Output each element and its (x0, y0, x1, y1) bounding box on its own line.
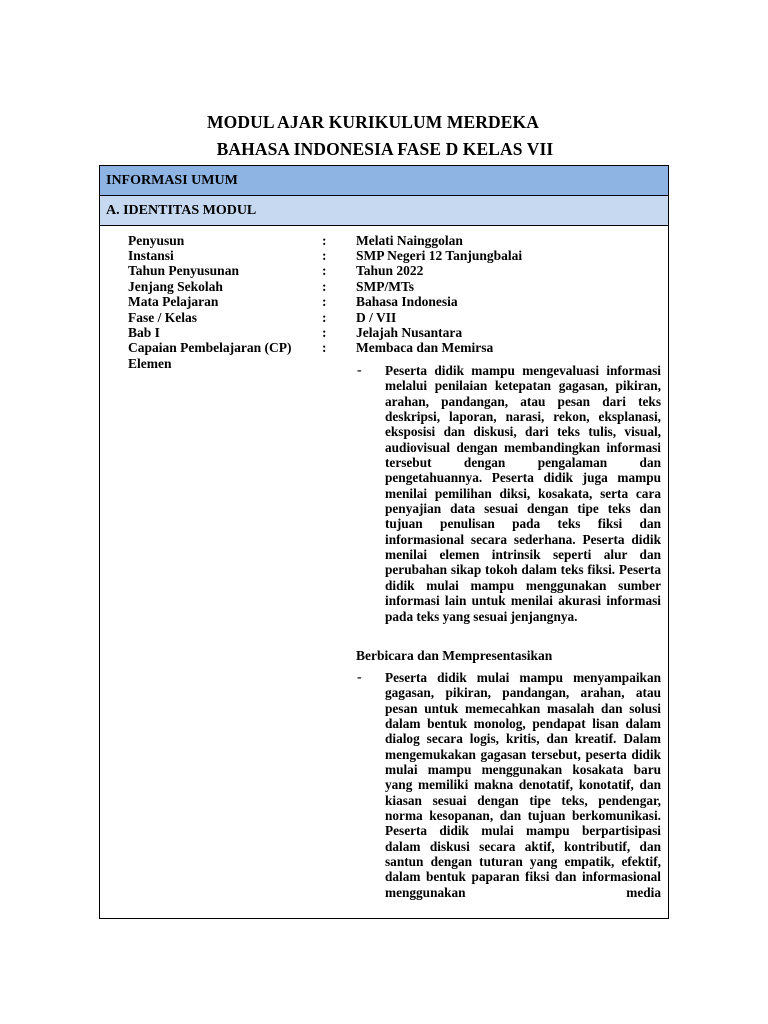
field-label-penyusun: Penyusun (128, 233, 185, 248)
document-title-line-2: BAHASA INDONESIA FASE D KELAS VII (216, 139, 554, 159)
field-label-tahun-penyusunan: Tahun Penyusunan (128, 263, 239, 278)
field-value-instansi: SMP Negeri 12 Tanjungbalai (356, 248, 523, 263)
field-label-mata-pelajaran: Mata Pelajaran (128, 294, 219, 309)
field-colon: : (322, 340, 327, 355)
section-header-informasi-umum: INFORMASI UMUM (99, 165, 669, 196)
field-value-mata-pelajaran: Bahasa Indonesia (356, 294, 458, 309)
field-value-jenjang-sekolah: SMP/MTs (356, 279, 415, 294)
field-colon: : (322, 263, 327, 278)
field-label-capaian-pembelajaran: Capaian Pembelajaran (CP) (128, 340, 292, 355)
subsection-header-identitas-modul: A. IDENTITAS MODUL (99, 195, 669, 226)
field-label-instansi: Instansi (128, 248, 174, 263)
berbicara-heading: Berbicara dan Mempresentasikan (356, 648, 553, 663)
field-label-jenjang-sekolah: Jenjang Sekolah (128, 279, 223, 294)
field-value-penyusun: Melati Nainggolan (356, 233, 463, 248)
bullet-dash: - (357, 670, 362, 685)
field-colon: : (322, 325, 327, 340)
bullet-dash: - (357, 363, 362, 378)
field-colon: : (322, 233, 327, 248)
field-colon: : (322, 294, 327, 309)
field-value-capaian-pembelajaran: Membaca dan Memirsa (356, 340, 494, 355)
field-label-bab: Bab I (128, 325, 160, 340)
membaca-memirsa-text: Peserta didik mampu mengevaluasi informasi melalui penilaian ketepatan gagasan, pikiran, arahan, pandangan, atau pesan dari teks deskripsi, laporan, narasi, rekon, eksplanasi, eksposisi dan diskusi, dari teks tulis, visual, audiovisual dengan membandingkan informasi tersebut dengan pengalaman dan pengetahuannya. Peserta didik juga mampu menilai pemilihan diksi, kosakata, serta cara penyajian data sesuai dengan tipe teks dan tujuan penulisan pada teks fiksi dan informasional secara sederhana. Peserta didik menilai elemen intrinsik seperti alur dan perubahan sikap tokoh dalam teks fiksi. Peserta didik mulai mampu menggunakan sumber informasi lain untuk menilai akurasi informasi pada teks yang sesuai jenjangnya. (385, 363, 661, 624)
field-colon: : (322, 248, 327, 263)
document-title-line-1: MODUL AJAR KURIKULUM MERDEKA (207, 112, 539, 132)
field-colon: : (322, 310, 327, 325)
field-value-fase-kelas: D / VII (356, 310, 397, 325)
field-label-fase-kelas: Fase / Kelas (128, 310, 197, 325)
berbicara-mempresentasikan-text: Peserta didik mulai mampu menyampaikan gagasan, pikiran, pandangan, arahan, atau pesan untuk memecahkan masalah dan solusi dalam bentuk monolog, pendapat lisan dalam dialog secara logis, kritis, dan kreatif. Dalam mengemukakan gagasan tersebut, peserta didik mulai mampu menggunakan kosakata baru yang memiliki makna denotatif, konotatif, dan kiasan sesuai dengan tipe teks, pendengar, norma kesopanan, dan tujuan berkomunikasi. Peserta didik mulai mampu berpartisipasi dalam diskusi secara aktif, kontributif, dan santun dengan tuturan yang empatik, efektif, dalam bentuk paparan fiksi dan informasional menggunakan media (385, 670, 661, 900)
field-colon: : (322, 279, 327, 294)
field-label-elemen: Elemen (128, 356, 172, 371)
field-value-tahun-penyusunan: Tahun 2022 (356, 263, 424, 278)
field-value-bab: Jelajah Nusantara (356, 325, 463, 340)
